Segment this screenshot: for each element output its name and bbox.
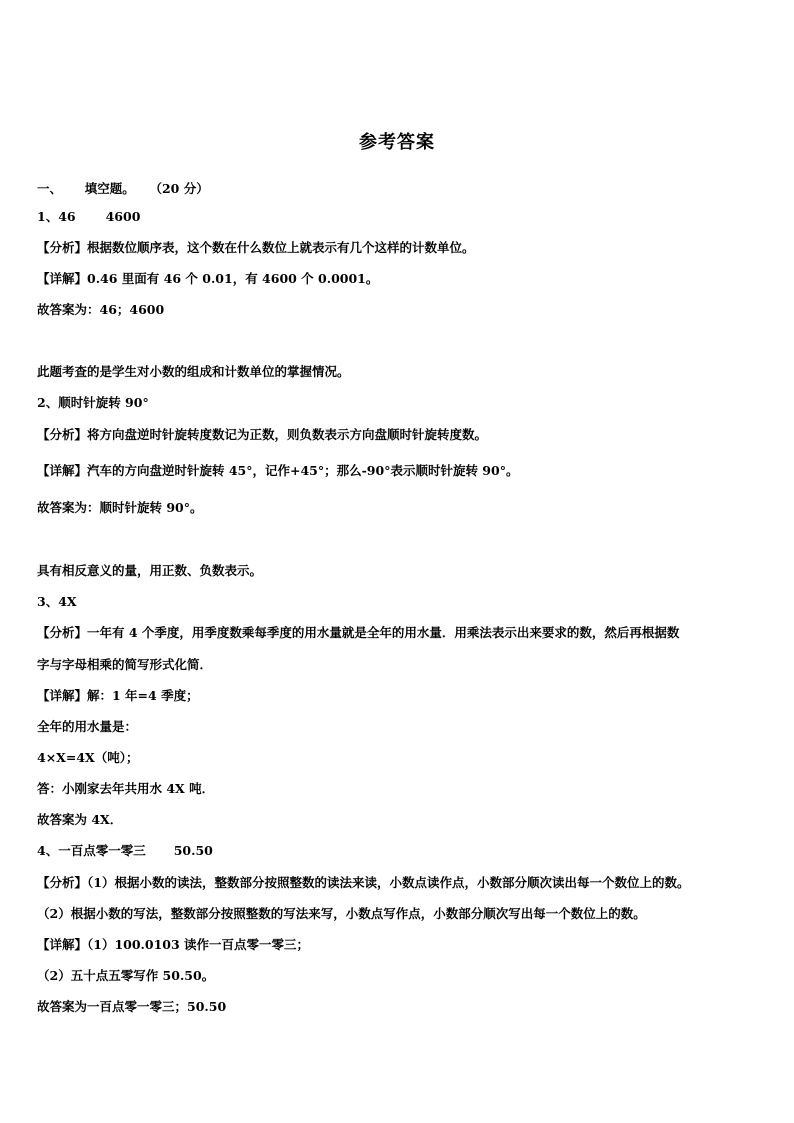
q2-detail: 【详解】汽车的方向盘逆时针旋转 45°，记作+45°；那么-90°表示顺时针旋转 90°。 xyxy=(37,463,519,478)
q4-detail-line-2: （2）五十点五零写作 50.50。 xyxy=(37,968,215,983)
q2-analysis: 【分析】将方向盘逆时针旋转度数记为正数，则负数表示方向盘顺时针旋转度数。 xyxy=(37,427,488,442)
q2-answer: 顺时针旋转 90° xyxy=(58,395,149,410)
q4-answer-line xyxy=(37,843,213,859)
q4-answer-b: 50.50 xyxy=(173,843,213,858)
q4-answer-a: 一百点零一零三 xyxy=(58,843,146,858)
q3-detail-line-2: 全年的用水量是： xyxy=(37,719,138,734)
q1-conclusion: 故答案为：46；4600 xyxy=(37,302,165,317)
q2-comment: 具有相反意义的量，用正数、负数表示。 xyxy=(37,563,263,578)
q4-conclusion: 故答案为一百点零一零三；50.50 xyxy=(37,999,227,1014)
q4-number: 4、 xyxy=(37,843,59,858)
q3-number: 3、 xyxy=(37,594,59,609)
q2-conclusion: 故答案为：顺时针旋转 90°。 xyxy=(37,500,203,515)
q4-analysis-line-1: 【分析】（1）根据小数的读法，整数部分按照整数的读法来读，小数点读作点，小数部分顺次读出每一个数位上的数。 xyxy=(37,875,690,890)
q1-answer-line xyxy=(37,209,140,225)
q3-answer-line xyxy=(37,594,77,610)
section-name: 填空题。 xyxy=(84,181,135,196)
q1-comment: 此题考查的是学生对小数的组成和计数单位的掌握情况。 xyxy=(37,364,350,379)
q3-conclusion: 故答案为 4X． xyxy=(37,812,123,827)
section-label: 一、 xyxy=(37,181,63,196)
q1-answer-b: 4600 xyxy=(105,209,141,224)
q3-answer: 4X xyxy=(58,594,77,609)
q3-detail-line-3: 4×X=4X（吨）； xyxy=(37,750,139,765)
section-heading xyxy=(37,181,209,197)
page-title: 参考答案 xyxy=(359,132,435,153)
section-score: （20 分） xyxy=(149,181,209,196)
q1-number: 1、 xyxy=(37,209,59,224)
q3-detail-line-1: 【详解】解：1 年=4 季度； xyxy=(37,688,199,703)
q4-detail-line-1: 【详解】（1）100.0103 读作一百点零一零三； xyxy=(37,937,310,952)
q2-answer-line xyxy=(37,395,149,411)
q1-detail: 【详解】0.46 里面有 46 个 0.01，有 4600 个 0.0001。 xyxy=(37,271,379,286)
q3-detail-line-4: 答：小刚家去年共用水 4X 吨． xyxy=(37,781,215,796)
q1-analysis: 【分析】根据数位顺序表，这个数在什么数位上就表示有几个这样的计数单位。 xyxy=(37,240,475,255)
q2-number: 2、 xyxy=(37,395,59,410)
q4-analysis-line-2: （2）根据小数的写法，整数部分按照整数的写法来写，小数点写作点，小数部分顺次写出每一个数位上的数。 xyxy=(37,906,646,921)
q3-analysis-line-2: 字与字母相乘的简写形式化简． xyxy=(37,657,213,672)
q3-analysis-line-1: 【分析】一年有 4 个季度，用季度数乘每季度的用水量就是全年的用水量．用乘法表示出来要求的数，然后再根据数 xyxy=(37,625,680,640)
q1-answer-a: 46 xyxy=(58,209,76,224)
